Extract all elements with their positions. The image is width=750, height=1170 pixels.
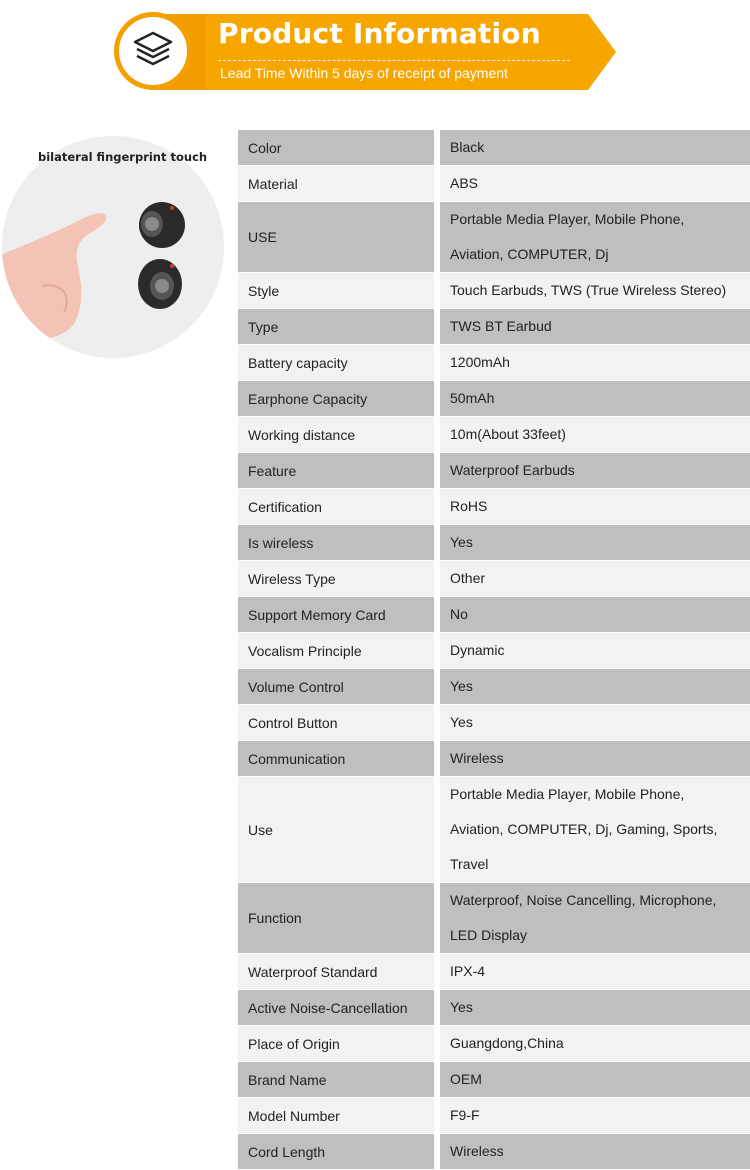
spec-value bbox=[440, 990, 750, 1026]
spec-value-line: No bbox=[450, 606, 468, 622]
spec-value bbox=[440, 345, 750, 381]
spec-label: Brand Name bbox=[238, 1062, 440, 1098]
spec-value-line: Yes bbox=[450, 534, 473, 550]
spec-value bbox=[440, 669, 750, 705]
spec-value-line: TWS BT Earbud bbox=[450, 318, 552, 334]
banner-subtitle: Lead Time Within 5 days of receipt of payment bbox=[220, 65, 508, 81]
spec-label: Vocalism Principle bbox=[238, 633, 440, 669]
spec-value-line: Waterproof Earbuds bbox=[450, 462, 575, 478]
spec-label: Place of Origin bbox=[238, 1026, 440, 1062]
spec-value-line: Portable Media Player, Mobile Phone, bbox=[450, 786, 685, 802]
spec-value bbox=[440, 273, 750, 309]
spec-label: Volume Control bbox=[238, 669, 440, 705]
spec-label: Active Noise-Cancellation bbox=[238, 990, 440, 1026]
spec-value-line: Other bbox=[450, 570, 486, 586]
spec-label: Type bbox=[238, 309, 440, 345]
table-row bbox=[238, 954, 750, 990]
spec-value-line: Yes bbox=[450, 999, 473, 1015]
spec-value-line: Portable Media Player, Mobile Phone, bbox=[450, 211, 685, 227]
spec-label: Use bbox=[238, 777, 440, 883]
spec-value bbox=[440, 883, 750, 954]
spec-value bbox=[440, 417, 750, 453]
table-row bbox=[238, 453, 750, 489]
spec-value-line: F9-F bbox=[450, 1107, 480, 1123]
spec-value-line: RoHS bbox=[450, 498, 488, 514]
spec-value bbox=[440, 166, 750, 202]
table-row bbox=[238, 417, 750, 453]
table-row bbox=[238, 705, 750, 741]
spec-value-line: 50mAh bbox=[450, 390, 495, 406]
badge-circle bbox=[114, 12, 192, 90]
spec-value bbox=[440, 705, 750, 741]
spec-label: Color bbox=[238, 130, 440, 166]
spec-value bbox=[440, 453, 750, 489]
spec-label: Function bbox=[238, 883, 440, 954]
table-row bbox=[238, 1062, 750, 1098]
earbuds-illustration bbox=[2, 136, 224, 358]
photo-caption: bilateral fingerprint touch bbox=[38, 150, 208, 164]
table-row bbox=[238, 202, 750, 273]
spec-value-line: Yes bbox=[450, 714, 473, 730]
spec-value-line: Guangdong,China bbox=[450, 1035, 564, 1051]
spec-label: Feature bbox=[238, 453, 440, 489]
spec-label: Support Memory Card bbox=[238, 597, 440, 633]
product-info-banner bbox=[110, 8, 620, 94]
spec-label: Waterproof Standard bbox=[238, 954, 440, 990]
spec-table-body bbox=[238, 130, 750, 1170]
table-row bbox=[238, 309, 750, 345]
spec-value bbox=[440, 309, 750, 345]
spec-value-line: IPX-4 bbox=[450, 963, 486, 979]
spec-value bbox=[440, 489, 750, 525]
spec-value bbox=[440, 954, 750, 990]
table-row bbox=[238, 1026, 750, 1062]
spec-table bbox=[238, 130, 750, 1170]
spec-value-line: 1200mAh bbox=[450, 354, 510, 370]
spec-label: Model Number bbox=[238, 1098, 440, 1134]
product-photo bbox=[2, 136, 224, 358]
spec-value bbox=[440, 1098, 750, 1134]
table-row bbox=[238, 489, 750, 525]
spec-value bbox=[440, 741, 750, 777]
spec-label: Earphone Capacity bbox=[238, 381, 440, 417]
table-row bbox=[238, 166, 750, 202]
spec-value-line: Wireless bbox=[450, 1143, 504, 1159]
spec-value bbox=[440, 1026, 750, 1062]
spec-value bbox=[440, 597, 750, 633]
table-row bbox=[238, 1134, 750, 1170]
spec-label: Is wireless bbox=[238, 525, 440, 561]
table-row bbox=[238, 345, 750, 381]
table-row bbox=[238, 990, 750, 1026]
spec-value bbox=[440, 1062, 750, 1098]
spec-label: USE bbox=[238, 202, 440, 273]
spec-value-line: LED Display bbox=[450, 927, 528, 943]
spec-label: Communication bbox=[238, 741, 440, 777]
spec-value-line: 10m(About 33feet) bbox=[450, 426, 566, 442]
spec-label: Working distance bbox=[238, 417, 440, 453]
spec-label: Battery capacity bbox=[238, 345, 440, 381]
spec-value bbox=[440, 633, 750, 669]
spec-value bbox=[440, 777, 750, 883]
table-row bbox=[238, 561, 750, 597]
table-row bbox=[238, 525, 750, 561]
spec-value-line: Waterproof, Noise Cancelling, Microphone, bbox=[450, 892, 717, 908]
layers-icon bbox=[131, 29, 175, 73]
spec-value-line: Touch Earbuds, TWS (True Wireless Stereo) bbox=[450, 282, 727, 298]
spec-value bbox=[440, 561, 750, 597]
table-row bbox=[238, 1098, 750, 1134]
spec-value-line: OEM bbox=[450, 1071, 482, 1087]
spec-label: Material bbox=[238, 166, 440, 202]
spec-value bbox=[440, 525, 750, 561]
spec-label: Control Button bbox=[238, 705, 440, 741]
spec-value-line: Dynamic bbox=[450, 642, 505, 658]
table-row bbox=[238, 883, 750, 954]
table-row bbox=[238, 381, 750, 417]
spec-value-line: ABS bbox=[450, 175, 479, 191]
spec-value bbox=[440, 1134, 750, 1170]
spec-value-line: Wireless bbox=[450, 750, 504, 766]
spec-label: Certification bbox=[238, 489, 440, 525]
spec-value-line: Aviation, COMPUTER, Dj, Gaming, Sports, bbox=[450, 821, 718, 837]
table-row bbox=[238, 597, 750, 633]
spec-label: Cord Length bbox=[238, 1134, 440, 1170]
table-row bbox=[238, 130, 750, 166]
table-row bbox=[238, 777, 750, 883]
spec-value bbox=[440, 202, 750, 273]
table-row bbox=[238, 633, 750, 669]
spec-value bbox=[440, 130, 750, 166]
spec-value-line: Black bbox=[450, 139, 485, 155]
table-row bbox=[238, 669, 750, 705]
spec-value-line: Yes bbox=[450, 678, 473, 694]
spec-label: Wireless Type bbox=[238, 561, 440, 597]
spec-value-line: Travel bbox=[450, 856, 489, 872]
banner-title: Product Information bbox=[218, 17, 541, 50]
table-row bbox=[238, 273, 750, 309]
spec-value bbox=[440, 381, 750, 417]
spec-label: Style bbox=[238, 273, 440, 309]
spec-value-line: Aviation, COMPUTER, Dj bbox=[450, 246, 609, 262]
banner-divider bbox=[218, 60, 570, 61]
table-row bbox=[238, 741, 750, 777]
